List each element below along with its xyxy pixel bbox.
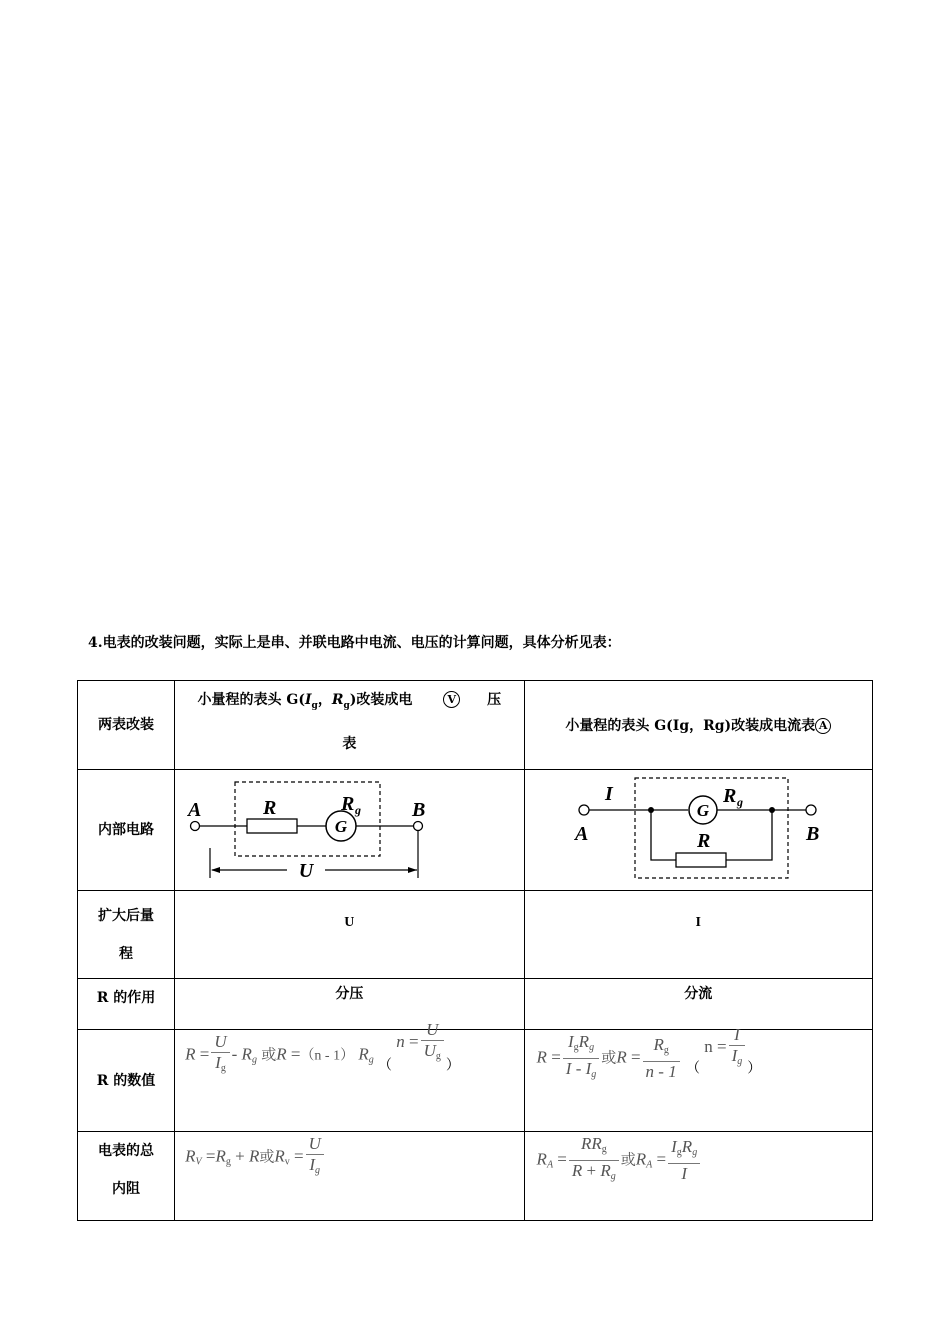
role-label: R 的作用 <box>78 979 175 1030</box>
voltmeter-circuit-cell <box>175 770 524 891</box>
label-rg-sub: g <box>355 803 362 817</box>
ammeter-circuit-cell <box>524 770 872 891</box>
label-u: U <box>298 860 314 882</box>
circuit-label: 内部电路 <box>78 770 175 891</box>
label-a: A <box>188 799 202 821</box>
table-row-resistance <box>78 1132 873 1221</box>
resistance-voltmeter-formula: $R_V =R_g + R$或$R_v$ = $\frac{U}{I_g}$ <box>175 1132 524 1221</box>
label-rg: R <box>722 785 736 807</box>
resistor-r <box>247 819 297 833</box>
label-b: B <box>412 799 426 821</box>
label-rg-sub: g <box>736 795 743 809</box>
role-voltmeter: 分压 <box>175 979 524 1030</box>
branch-left <box>651 810 676 860</box>
voltmeter-title-line1: 小量程的表头 $G(I_g$，$R_g$)改装成电 V 压 <box>197 692 502 711</box>
label-b: B <box>805 823 819 845</box>
branch-right <box>726 810 772 860</box>
range-ammeter: I <box>524 891 872 979</box>
range-voltmeter: U <box>175 891 524 979</box>
role-ammeter: 分流 <box>524 979 872 1030</box>
voltmeter-circuit-diagram <box>175 770 524 890</box>
u-arrowhead-left <box>211 867 220 873</box>
table-row-header <box>78 681 873 770</box>
label-a: A <box>574 823 588 845</box>
label-g: G <box>696 801 709 820</box>
ammeter-header: 小量程的表头 G(Ig，Rg)改装成电流表 A <box>524 681 872 770</box>
u-arrowhead-right <box>408 867 417 873</box>
section-heading: 4.电表的改装问题，实际上是串、并联电路中电流、电压的计算问题，具体分析见表： <box>88 635 621 651</box>
table-row-range <box>78 891 873 979</box>
resistance-label: 电表的总 内阻 <box>78 1132 175 1221</box>
table-row-value <box>78 1030 873 1132</box>
label-r: R <box>696 830 710 852</box>
label-rg: R <box>341 793 355 815</box>
ammeter-circle-icon: A <box>815 718 831 734</box>
label-r: R <box>263 797 277 819</box>
terminal-a <box>579 805 589 815</box>
table-row-role <box>78 979 873 1030</box>
voltmeter-title-line2: 表 <box>342 735 357 752</box>
range-label: 扩大后量 程 <box>78 891 175 979</box>
value-ammeter-formula: R = $\frac{I_gR_g}{I - I_g}$ 或R = $\frac{R_g}{n - 1}$ $_($ n = $\frac{I}{I_g}$ $_)$ <box>524 1030 872 1132</box>
voltmeter-circle-icon: V <box>443 691 460 708</box>
ammeter-circuit-diagram <box>525 770 873 890</box>
terminal-b <box>806 805 816 815</box>
value-label: R 的数值 <box>78 1030 175 1132</box>
meter-conversion-table <box>77 680 873 1221</box>
resistor-r <box>676 853 726 867</box>
label-g: G <box>334 817 348 836</box>
label-i: I <box>604 783 613 805</box>
header-label: 两表改装 <box>78 681 175 770</box>
resistance-ammeter-formula: $R_A$ = $\frac{RR_g}{R + R_g}$ 或$R_A$ = $\frac{I_gR_g}{I}$ <box>524 1132 872 1221</box>
terminal-a <box>191 822 200 831</box>
value-voltmeter-formula: R = $\frac{U}{I_g}$ - $R_g$ 或R =（n - 1） $R_g$ $_($ n = $\frac{U}{U_g}$ $_)$ <box>175 1030 524 1132</box>
voltmeter-header <box>175 681 524 770</box>
table-row-circuit <box>78 770 873 891</box>
terminal-b <box>414 822 423 831</box>
